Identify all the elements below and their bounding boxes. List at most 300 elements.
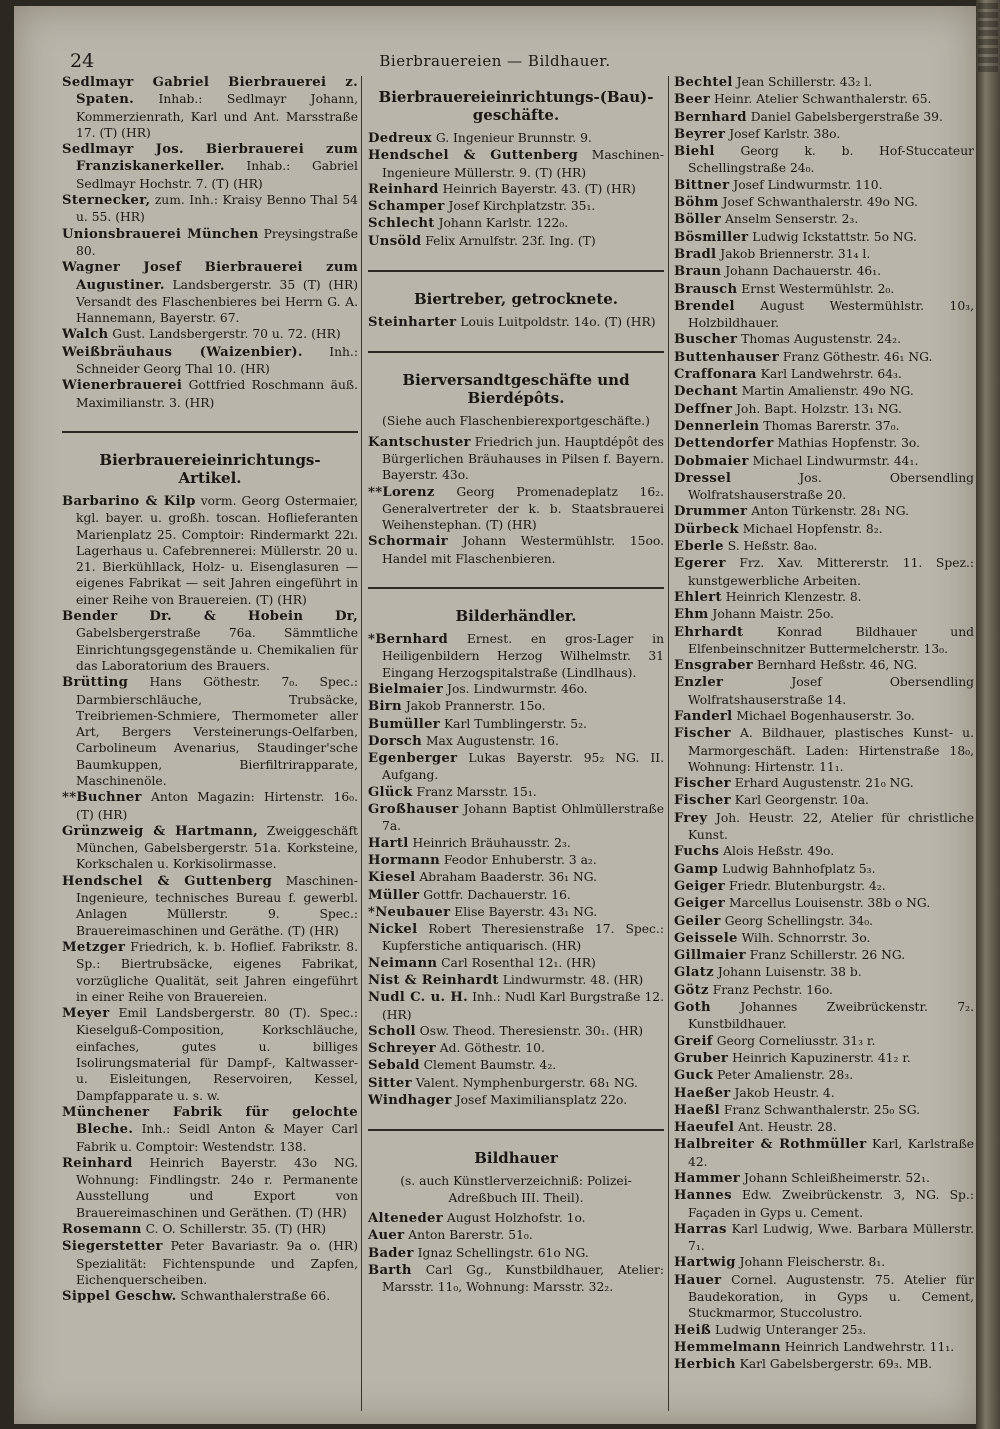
directory-entry bbox=[674, 861, 974, 878]
directory-entry bbox=[368, 733, 664, 750]
entry-name: Wienerbrauerei bbox=[62, 378, 183, 394]
entry-details: Anton Türkenstr. 28₁ NG. bbox=[747, 504, 909, 519]
directory-entry bbox=[62, 873, 358, 939]
directory-entry bbox=[674, 999, 974, 1033]
entry-name: Harras bbox=[674, 1221, 727, 1237]
entry-name: Buttenhauser bbox=[674, 349, 779, 365]
directory-entry bbox=[368, 314, 664, 331]
entry-details: Valent. Nymphenburgerstr. 68₁ NG. bbox=[411, 1075, 638, 1090]
directory-entry bbox=[368, 698, 664, 715]
entry-details: Jos. Lindwurmstr. 46o. bbox=[443, 681, 588, 696]
entry-name: Birn bbox=[368, 699, 402, 715]
directory-entry bbox=[62, 939, 358, 1005]
directory-entry bbox=[62, 1288, 358, 1305]
entry-name: Reinhard bbox=[368, 181, 439, 197]
directory-entry bbox=[674, 1356, 974, 1373]
entry-name: Geissele bbox=[674, 930, 738, 946]
entry-details: Franz Göthestr. 46₁ NG. bbox=[778, 349, 933, 364]
entry-name: Sebald bbox=[368, 1058, 420, 1074]
directory-entry bbox=[674, 589, 974, 606]
entry-name: Münchener Fabrik für gelochte Bleche. bbox=[62, 1104, 358, 1138]
entry-name: Hauer bbox=[674, 1272, 722, 1288]
entry-details: Josef Kirchplatzstr. 35₁. bbox=[444, 199, 596, 214]
section-rule bbox=[368, 587, 664, 589]
entry-details: Daniel Gabelsbergerstraße 39. bbox=[746, 109, 943, 124]
directory-entry bbox=[674, 930, 974, 947]
entry-details: Josef Karlstr. 38o. bbox=[725, 126, 841, 141]
directory-entry bbox=[674, 913, 974, 930]
entry-name: Ensgraber bbox=[674, 658, 754, 674]
entry-details: Wilh. Schnorrstr. 3o. bbox=[737, 930, 871, 945]
entry-name: Alteneder bbox=[368, 1210, 443, 1226]
directory-entry bbox=[674, 91, 974, 108]
directory-entry bbox=[368, 989, 664, 1023]
directory-entry bbox=[674, 331, 974, 348]
entry-details: Josef Obersendling Wolfratshauserstraße 14. bbox=[688, 675, 974, 707]
directory-entry bbox=[674, 708, 974, 725]
directory-entry bbox=[368, 1227, 664, 1244]
entry-details: Gottfried Roschmann äuß. Maximilianstr. 3. (HR) bbox=[76, 378, 358, 410]
entry-name: Unsöld bbox=[368, 233, 422, 249]
entry-details: Franz Marsstr. 15₁. bbox=[412, 784, 537, 799]
entry-name: Haeßer bbox=[674, 1085, 731, 1101]
directory-entry bbox=[368, 835, 664, 852]
directory-entry bbox=[674, 964, 974, 981]
directory-entry bbox=[674, 1136, 974, 1170]
directory-entry bbox=[674, 143, 974, 177]
entry-name: Gillmaier bbox=[674, 948, 746, 964]
entry-details: Georg Corneliusstr. 31₃ r. bbox=[712, 1033, 876, 1048]
entry-details: Lindwurmstr. 48. (HR) bbox=[498, 972, 644, 987]
directory-entry bbox=[368, 887, 664, 904]
directory-entry bbox=[674, 1050, 974, 1067]
directory-entry bbox=[368, 801, 664, 835]
entry-details: Anton Barerstr. 51₀. bbox=[404, 1228, 533, 1243]
entry-details: Josef Lindwurmstr. 110. bbox=[729, 177, 883, 192]
directory-entry bbox=[674, 349, 974, 366]
entry-name: Nist & Reinhardt bbox=[368, 972, 499, 988]
directory-entry bbox=[674, 383, 974, 400]
entry-name: Geiler bbox=[674, 913, 721, 929]
entry-details: Thomas Augustenstr. 24₂. bbox=[737, 332, 901, 347]
directory-entry bbox=[368, 1210, 664, 1227]
entry-name: Geiger bbox=[674, 878, 726, 894]
directory-entry bbox=[62, 326, 358, 343]
directory-entry bbox=[62, 1104, 358, 1155]
directory-entry bbox=[674, 74, 974, 91]
entry-details: Mathias Hopfenstr. 3o. bbox=[773, 436, 921, 451]
section-note: (Siehe auch Flaschenbierexportgeschäfte.) bbox=[382, 414, 650, 429]
entry-name: Herbich bbox=[674, 1357, 736, 1373]
entry-name: Buscher bbox=[674, 332, 738, 348]
entry-details: Georg Schellingstr. 34₀. bbox=[720, 913, 874, 928]
directory-entry bbox=[368, 181, 664, 198]
directory-entry bbox=[368, 1040, 664, 1057]
entry-name: Hartwig bbox=[674, 1255, 736, 1271]
directory-entry bbox=[62, 493, 358, 608]
entry-details: Ludwig Bahnhofplatz 5₃. bbox=[718, 861, 876, 876]
entry-details: Karl, Karlstraße 42. bbox=[688, 1137, 974, 1169]
entry-details: Gabelsbergerstraße 76a. Sämmtliche Einrichtungsgegenstände u. Chemikalien für das Laboratorium des Brauers. bbox=[76, 626, 358, 673]
entry-name: Dennerlein bbox=[674, 418, 760, 434]
entry-details: Jean Schillerstr. 43₂ l. bbox=[732, 75, 873, 89]
entry-details: Karl Ludwig, Wwe. Barbara Müllerstr. 7₁. bbox=[688, 1221, 974, 1254]
entry-name: Dorsch bbox=[368, 733, 423, 749]
entry-details: Ludwig Ickstattstr. 5o NG. bbox=[748, 229, 917, 244]
entry-details: Heinrich Kapuzinerstr. 41₂ r. bbox=[728, 1050, 911, 1065]
directory-entry bbox=[674, 246, 974, 263]
entry-name: Biehl bbox=[674, 144, 715, 160]
directory-entry bbox=[368, 198, 664, 215]
entry-details: Max Augustenstr. 16. bbox=[422, 733, 559, 748]
entry-details: Bernhard Heßstr. 46, NG. bbox=[753, 658, 918, 673]
directory-entry bbox=[368, 681, 664, 698]
entry-name: Hannes bbox=[674, 1188, 732, 1204]
entry-details: Lukas Bayerstr. 95₂ NG. II. Aufgang. bbox=[382, 751, 664, 783]
directory-entry bbox=[62, 259, 358, 326]
entry-details: Michael Lindwurmstr. 44₁. bbox=[748, 453, 919, 468]
adjacent-page-edge bbox=[976, 0, 1000, 1429]
entry-name: Bernhard bbox=[674, 109, 747, 125]
entry-name: Frey bbox=[674, 810, 708, 826]
entry-details: Johann Luisenstr. 38 b. bbox=[713, 965, 862, 980]
entry-details: Friedr. Blutenburgstr. 4₂. bbox=[725, 878, 886, 893]
entry-name: Großhauser bbox=[368, 802, 459, 818]
entry-details: Jos. Obersendling Wolfratshauserstraße 20. bbox=[688, 470, 974, 503]
entry-name: Walch bbox=[62, 327, 109, 343]
entry-details: Heinrich Landwehrstr. 11₁. bbox=[780, 1339, 955, 1354]
entry-details: Georg Promenadeplatz 16₂. Generalvertreter der k. b. Staatsbrauerei Weihenstephan. (T) (HR) bbox=[382, 484, 664, 533]
entry-name: Hemmelmann bbox=[674, 1339, 781, 1355]
directory-entry bbox=[674, 810, 974, 844]
entry-details: Marcellus Louisenstr. 38b o NG. bbox=[725, 896, 931, 911]
directory-entry bbox=[368, 1075, 664, 1092]
entry-name: Steinharter bbox=[368, 315, 457, 331]
directory-page bbox=[14, 6, 976, 1424]
entry-name: Sippel Geschw. bbox=[62, 1289, 177, 1305]
entry-name: Dettendorfer bbox=[674, 436, 774, 452]
directory-entry bbox=[674, 109, 974, 126]
entry-name: Rosemann bbox=[62, 1222, 142, 1237]
directory-entry bbox=[62, 344, 358, 378]
entry-details: Maschinen-Ingenieure, technisches Bureau f. gewerbl. Anlagen Müllerstr. 9. Spec.: Brauereimaschinen und Geräthe. (T) (HR) bbox=[76, 873, 358, 938]
entry-details: Joh. Bapt. Holzstr. 13₁ NG. bbox=[732, 401, 902, 416]
entry-name: *Neubauer bbox=[368, 904, 451, 920]
directory-entry bbox=[368, 1092, 664, 1109]
directory-entry bbox=[368, 1023, 664, 1040]
entry-name: Böller bbox=[674, 212, 722, 228]
entry-name: Müller bbox=[368, 887, 420, 903]
directory-entry bbox=[368, 1057, 664, 1074]
directory-entry bbox=[674, 1254, 974, 1271]
entry-details: Erhard Augustenstr. 21₀ NG. bbox=[730, 776, 914, 791]
directory-entry bbox=[674, 895, 974, 912]
entry-details: Edw. Zweibrückenstr. 3, NG. Sp.: Façaden in Gyps u. Cement. bbox=[688, 1188, 974, 1220]
entry-details: Cornel. Augustenstr. 75. Atelier für Baudekoration, in Gyps u. Cement, Stuckmarmor, Stuccolustro. bbox=[688, 1272, 974, 1321]
entry-name: Barth bbox=[368, 1262, 412, 1278]
entry-name: Schlecht bbox=[368, 216, 435, 232]
entry-name: Sedlmayr Jos. Bierbrauerei zum Franziskanerkeller. bbox=[62, 142, 358, 175]
directory-entry bbox=[674, 435, 974, 452]
directory-entry bbox=[368, 869, 664, 886]
directory-entry bbox=[62, 226, 358, 260]
entry-name: Fuchs bbox=[674, 844, 720, 860]
entry-name: Schormair bbox=[368, 534, 449, 550]
entry-name: Gruber bbox=[674, 1050, 729, 1066]
directory-entry bbox=[368, 955, 664, 972]
directory-entry bbox=[674, 775, 974, 792]
entry-name: Bumüller bbox=[368, 716, 441, 732]
entry-details: Friedrich, k. b. Hoflief. Fabrikstr. 8. Sp.: Biertrubsäcke, eigenes Fabrikat, vorzügliche Qualität, seit Jahren eingeführt in einer Reihe von Brauereien. bbox=[76, 939, 358, 1004]
entry-name: Enzler bbox=[674, 675, 724, 691]
directory-entry bbox=[368, 784, 664, 801]
entry-details: A. Bildhauer, plastisches Kunst- u. Marmorgeschäft. Laden: Hirtenstraße 18₀, Wohnung: Hirtenstr. 11₁. bbox=[688, 726, 974, 774]
entry-name: Dedreux bbox=[368, 131, 432, 146]
entry-details: Martin Amalienstr. 49o NG. bbox=[737, 384, 914, 399]
entry-details: Inhab.: Sedlmayr Johann, Kommerzienrath, Karl und Ant. Marsstraße 17. (T) (HR) bbox=[76, 92, 358, 140]
entry-name: Brütting bbox=[62, 675, 129, 691]
directory-entry bbox=[674, 538, 974, 555]
entry-name: Fischer bbox=[674, 793, 731, 809]
entry-details: August Holzhofstr. 1o. bbox=[442, 1210, 586, 1225]
entry-name: Deffner bbox=[674, 401, 733, 417]
entry-name: Craffonara bbox=[674, 367, 757, 383]
section-heading: Bierbrauereieinrichtungs-Artikel. bbox=[99, 450, 321, 487]
entry-name: Windhager bbox=[368, 1093, 452, 1109]
directory-entry bbox=[674, 725, 974, 775]
directory-entry bbox=[674, 843, 974, 860]
directory-entry bbox=[674, 281, 974, 298]
entry-details: Johann Karlstr. 122₀. bbox=[434, 216, 569, 231]
entry-details: Ludwig Unteranger 25₃. bbox=[711, 1322, 867, 1337]
entry-name: Fanderl bbox=[674, 708, 733, 724]
entry-details: Jakob Heustr. 4. bbox=[730, 1085, 835, 1100]
entry-details: Heinrich Bayerstr. 43. (T) (HR) bbox=[438, 181, 636, 196]
directory-entry bbox=[368, 750, 664, 784]
entry-name: Hammer bbox=[674, 1171, 741, 1186]
entry-details: Michael Bogenhauserstr. 3o. bbox=[732, 708, 915, 723]
entry-details: Johann Dachauerstr. 46₁. bbox=[721, 264, 882, 279]
directory-entry bbox=[674, 453, 974, 470]
directory-entry bbox=[674, 366, 974, 383]
entry-name: Bösmiller bbox=[674, 229, 749, 245]
entry-details: Osw. Theod. Theresienstr. 30₁. (HR) bbox=[415, 1023, 644, 1038]
entry-details: Franz Pechstr. 16o. bbox=[708, 982, 833, 997]
directory-entry bbox=[62, 608, 358, 674]
entry-name: Bader bbox=[368, 1245, 414, 1261]
directory-entry bbox=[674, 982, 974, 999]
entry-name: Reinhard bbox=[62, 1155, 133, 1171]
directory-entry bbox=[674, 1187, 974, 1221]
directory-entry bbox=[674, 521, 974, 538]
column-middle bbox=[368, 74, 664, 1414]
entry-name: Hendschel & Guttenberg bbox=[62, 873, 273, 889]
entry-details: Heinr. Atelier Schwanthalerstr. 65. bbox=[710, 92, 932, 107]
entry-name: Fischer bbox=[674, 776, 731, 792]
entry-name: Heiß bbox=[674, 1322, 712, 1338]
entry-name: Schamper bbox=[368, 199, 445, 215]
directory-entry bbox=[62, 141, 358, 192]
directory-entry bbox=[62, 377, 358, 411]
entry-details: Abraham Baaderstr. 36₁ NG. bbox=[415, 870, 598, 885]
directory-entry bbox=[674, 470, 974, 504]
entry-name: Sedlmayr Gabriel Bierbrauerei z. Spaten. bbox=[62, 75, 358, 108]
directory-entry bbox=[674, 1033, 974, 1050]
entry-name: Brendel bbox=[674, 298, 735, 314]
entry-details: Robert Theresienstraße 17. Spec.: Kupferstiche antiquarisch. (HR) bbox=[382, 922, 664, 954]
entry-name: Beyrer bbox=[674, 126, 726, 142]
entry-details: Karl Georgenstr. 10a. bbox=[730, 793, 869, 808]
entry-details: Gust. Landsbergerstr. 70 u. 72. (HR) bbox=[108, 327, 341, 342]
directory-entry bbox=[674, 606, 974, 623]
entry-details: Josef Maximiliansplatz 22o. bbox=[451, 1093, 628, 1108]
directory-entry bbox=[62, 823, 358, 873]
directory-entry bbox=[368, 852, 664, 869]
running-title: Bierbrauereien — Bildhauer. bbox=[379, 52, 611, 70]
entry-details: Heinrich Bayerstr. 43o NG. Wohnung: Findlingstr. 24o r. Permanente Ausstellung und Export von Brauereimaschinen und Geräthen. (T) (HR) bbox=[76, 1155, 358, 1220]
entry-details: Peter Amalienstr. 28₃. bbox=[713, 1068, 854, 1083]
directory-entry bbox=[62, 74, 358, 141]
entry-details: Clement Baumstr. 4₂. bbox=[419, 1058, 557, 1073]
directory-entry bbox=[62, 1005, 358, 1104]
directory-entry bbox=[674, 211, 974, 228]
entry-details: Maschinen-Ingenieure Müllerstr. 9. (T) (HR) bbox=[382, 148, 664, 180]
entry-name: Gamp bbox=[674, 861, 719, 877]
directory-entry bbox=[62, 1238, 358, 1288]
entry-details: Konrad Bildhauer und Elfenbeinschnitzer Buttermelcherstr. 13₀. bbox=[688, 624, 974, 656]
entry-details: Joh. Heustr. 22, Atelier für christliche Kunst. bbox=[688, 810, 974, 843]
entry-name: Meyer bbox=[62, 1006, 110, 1022]
directory-entry bbox=[674, 1339, 974, 1356]
entry-details: August Westermühlstr. 10₃, Holzbildhauer. bbox=[688, 298, 974, 331]
entry-details: Karl Tumblingerstr. 5₂. bbox=[440, 716, 587, 731]
directory-entry bbox=[674, 555, 974, 589]
entry-details: Georg k. b. Hof-Stuccateur Schellingstraße 24₀. bbox=[688, 144, 974, 176]
entry-name: Grünzweig & Hartmann, bbox=[62, 823, 259, 839]
directory-entry bbox=[674, 1322, 974, 1339]
column-divider bbox=[361, 76, 362, 1411]
entry-details: Hans Göthestr. 7₀. Spec.: Darmbierschläuche, Trubsäcke, Treibriemen-Schmiere, Thermometer aller Art, Bergers Versteinerungs-Oelfarben, Carbolineum Avenarius, Staudinger'sche Baumkuppen, Bierfiltrirapparate, Maschinenöle. bbox=[76, 675, 358, 788]
entry-name: Kiesel bbox=[368, 870, 416, 886]
entry-details: Anselm Senserstr. 2₃. bbox=[721, 212, 859, 227]
entry-name: Nudl C. u. H. bbox=[368, 990, 469, 1006]
directory-entry bbox=[674, 229, 974, 246]
page-number: 24 bbox=[70, 50, 95, 72]
entry-details: Ignaz Schellingstr. 61o NG. bbox=[413, 1245, 589, 1260]
entry-name: Beer bbox=[674, 92, 711, 108]
directory-entry bbox=[674, 657, 974, 674]
entry-details: Inh.: Nudl Karl Burgstraße 12. (HR) bbox=[382, 990, 664, 1022]
entry-details: Frz. Xav. Mittererstr. 11. Spez.: kunstgewerbliche Arbeiten. bbox=[688, 556, 974, 588]
entry-name: Schreyer bbox=[368, 1041, 436, 1057]
entry-details: Thomas Barerstr. 37₀. bbox=[759, 418, 900, 433]
entry-details: Inh.: Seidl Anton & Mayer Carl Fabrik u. Comptoir: Westendstr. 138. bbox=[76, 1122, 358, 1154]
entry-name: Greif bbox=[674, 1033, 713, 1049]
directory-entry bbox=[674, 878, 974, 895]
directory-entry bbox=[674, 674, 974, 708]
entry-name: Dobmaier bbox=[674, 453, 749, 469]
entry-name: Geiger bbox=[674, 896, 726, 912]
entry-name: Siegerstetter bbox=[62, 1239, 163, 1255]
entry-details: Karl Gabelsbergerstr. 69₃. MB. bbox=[735, 1357, 933, 1372]
entry-name: Bechtel bbox=[674, 75, 733, 90]
entry-details: Alois Heßstr. 49o. bbox=[719, 844, 835, 859]
entry-details: zum. Inh.: Kraisy Benno Thal 54 u. 55. (HR) bbox=[76, 193, 358, 225]
entry-details: Elise Bayerstr. 43₁ NG. bbox=[450, 904, 598, 919]
entry-name: Hormann bbox=[368, 852, 440, 868]
directory-entry bbox=[62, 1221, 358, 1238]
entry-details: Heinrich Klenzestr. 8. bbox=[721, 589, 862, 604]
entry-name: **Buchner bbox=[62, 790, 142, 806]
entry-name: Sitter bbox=[368, 1075, 412, 1091]
entry-name: Nickel bbox=[368, 922, 418, 938]
entry-name: Haeufel bbox=[674, 1120, 735, 1136]
entry-name: Guck bbox=[674, 1068, 714, 1084]
directory-entry bbox=[368, 972, 664, 989]
entry-details: Michael Hopfenstr. 8₂. bbox=[738, 521, 883, 536]
entry-details: vorm. Georg Ostermaier, kgl. bayer. u. großh. toscan. Hoflieferanten Marienplatz 25. Comptoir: Rindermarkt 22ı. Lagerhaus u. Cafebrennerei: Müllerstr. 20 u. 21. Bierkühllack, Holz- u. Eisenglasuren — eigenes Fabrikat — seit Jahren eingeführt in einer Reihe von Brauereien. (T) (HR) bbox=[76, 493, 358, 607]
directory-entry bbox=[674, 1221, 974, 1255]
directory-entry bbox=[674, 1085, 974, 1102]
entry-name: Egenberger bbox=[368, 751, 458, 767]
column-left bbox=[62, 74, 358, 1414]
directory-entry bbox=[674, 194, 974, 211]
entry-name: Brausch bbox=[674, 281, 738, 297]
column-divider bbox=[668, 76, 669, 1411]
entry-name: Wagner Josef Bierbrauerei zum Augustiner. bbox=[62, 260, 358, 293]
entry-details: S. Heßstr. 8a₀. bbox=[723, 539, 818, 554]
directory-entry bbox=[368, 215, 664, 232]
directory-entry bbox=[368, 147, 664, 181]
directory-entry bbox=[368, 233, 664, 250]
entry-details: Johann Maistr. 25o. bbox=[708, 607, 834, 622]
entry-name: Bender Dr. & Hobein Dr, bbox=[62, 609, 358, 625]
entry-name: Sternecker, bbox=[62, 193, 151, 209]
entry-details: Karl Landwehrstr. 64₃. bbox=[756, 367, 902, 382]
entry-name: Ehrhardt bbox=[674, 624, 744, 640]
directory-entry bbox=[674, 947, 974, 964]
entry-details: Johann Baptist Ohlmüllerstraße 7a. bbox=[382, 802, 664, 834]
entry-name: Ehm bbox=[674, 607, 709, 623]
entry-details: Felix Arnulfstr. 23f. Ing. (T) bbox=[421, 233, 596, 248]
directory-entry bbox=[368, 434, 664, 484]
entry-name: *Bernhard bbox=[368, 632, 448, 648]
entry-name: Hendschel & Guttenberg bbox=[368, 148, 579, 164]
entry-name: Halbreiter & Rothmüller bbox=[674, 1137, 867, 1153]
entry-details: Inh.: Schneider Georg Thal 10. (HR) bbox=[76, 344, 358, 377]
entry-details: C. O. Schillerstr. 35. (T) (HR) bbox=[141, 1222, 327, 1236]
entry-details: Johann Schleißheimerstr. 52₁. bbox=[740, 1171, 930, 1185]
directory-entry bbox=[674, 792, 974, 809]
section-rule bbox=[368, 270, 664, 272]
entry-name: Scholl bbox=[368, 1023, 416, 1039]
entry-details: Ad. Göthestr. 10. bbox=[435, 1041, 545, 1056]
entry-name: Braun bbox=[674, 264, 722, 280]
entry-details: Emil Landsbergerstr. 80 (T). Spec.: Kieselguß-Composition, Korkschläuche, einfaches, gutes u. billiges Isolirungsmaterial für Dampf-, Kaltwasser- u. Eisleitungen, Reservoiren, Kessel, Dampfapparate u. s. w. bbox=[76, 1006, 358, 1103]
directory-entry bbox=[368, 631, 664, 681]
entry-name: **Lorenz bbox=[368, 484, 435, 500]
entry-name: Haeßl bbox=[674, 1102, 720, 1118]
column-right bbox=[674, 74, 974, 1414]
entry-details: Johann Fleischerstr. 8₁. bbox=[735, 1255, 886, 1270]
directory-entry bbox=[674, 263, 974, 280]
entry-details: Franz Schillerstr. 26 NG. bbox=[745, 948, 906, 963]
directory-entry bbox=[674, 401, 974, 418]
section-heading: Biertreber, getrocknete. bbox=[413, 290, 619, 309]
entry-name: Hartl bbox=[368, 835, 409, 851]
entry-name: Egerer bbox=[674, 556, 726, 572]
directory-entry bbox=[62, 789, 358, 823]
